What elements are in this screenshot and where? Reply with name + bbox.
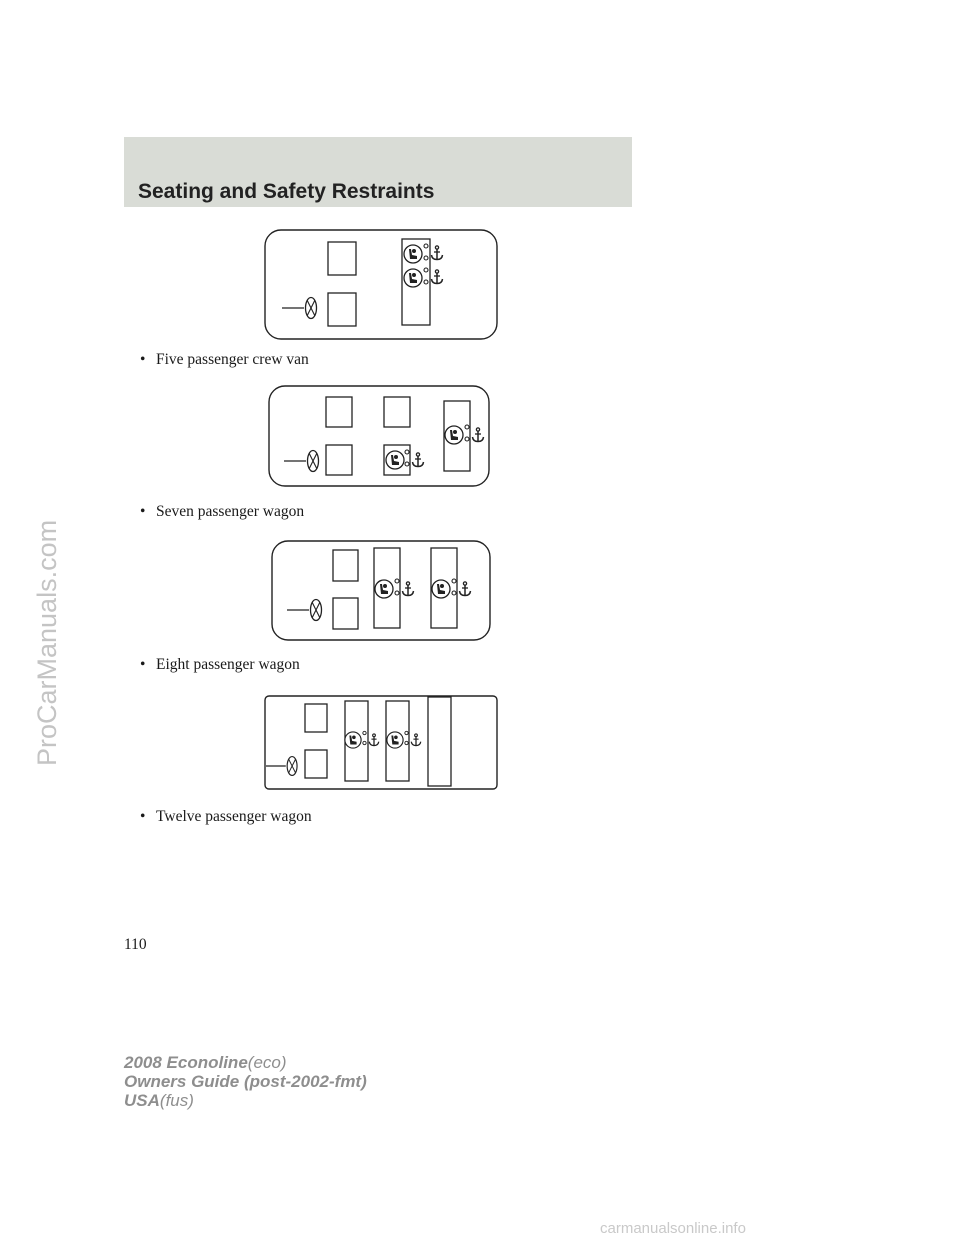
front-seat-passenger <box>328 242 356 275</box>
front-seat-driver <box>305 750 327 778</box>
bottom-watermark: carmanualsonline.info <box>600 1220 746 1237</box>
front-seat-driver <box>328 293 356 326</box>
seating-diagram-3 <box>271 540 491 641</box>
child-seat-icon <box>387 732 403 748</box>
footer-region-code: (fus) <box>159 1091 194 1110</box>
bullet: • <box>140 656 146 673</box>
footer-region: USA <box>124 1091 160 1110</box>
page-number: 110 <box>124 936 147 953</box>
footer-line-model <box>124 1053 367 1072</box>
child-seat-icon <box>404 245 422 263</box>
child-seat-icon <box>386 451 404 469</box>
middle-seat-right <box>384 397 410 427</box>
bullet: • <box>140 808 146 825</box>
seating-diagram-4 <box>264 695 498 790</box>
footer-model-code: (eco) <box>247 1053 287 1072</box>
caption-text: Seven passenger wagon <box>156 503 305 520</box>
bullet: • <box>140 503 146 520</box>
footer-model: 2008 Econoline <box>124 1053 248 1072</box>
footer-guide: Owners Guide (post-2002-fmt) <box>124 1072 367 1091</box>
side-watermark-text: ProCarManuals.com <box>32 519 62 766</box>
rear-bench <box>428 697 451 786</box>
section-header <box>124 137 632 207</box>
footer-line-region <box>124 1091 367 1110</box>
caption-text: Five passenger crew van <box>156 351 309 368</box>
seating-diagram-2 <box>268 385 490 487</box>
side-watermark <box>18 510 68 770</box>
seating-diagram-1 <box>264 229 498 340</box>
front-seat-passenger <box>333 550 358 581</box>
child-seat-icon <box>445 426 463 444</box>
child-seat-icon <box>404 269 422 287</box>
caption-text: Twelve passenger wagon <box>156 808 312 825</box>
caption-seven-passenger <box>140 503 304 521</box>
caption-twelve-passenger <box>140 808 312 826</box>
front-seat-driver <box>326 445 352 475</box>
section-title: Seating and Safety Restraints <box>138 180 435 203</box>
footer-line-guide <box>124 1072 367 1091</box>
child-seat-icon <box>345 732 361 748</box>
front-seat-passenger <box>305 704 327 732</box>
front-seat-driver <box>333 598 358 629</box>
front-seat-passenger <box>326 397 352 427</box>
caption-five-passenger <box>140 351 309 369</box>
child-seat-icon <box>375 580 393 598</box>
child-seat-icon <box>432 580 450 598</box>
caption-text: Eight passenger wagon <box>156 656 300 673</box>
bullet: • <box>140 351 146 368</box>
document-footer <box>124 1053 367 1110</box>
caption-eight-passenger <box>140 656 300 674</box>
